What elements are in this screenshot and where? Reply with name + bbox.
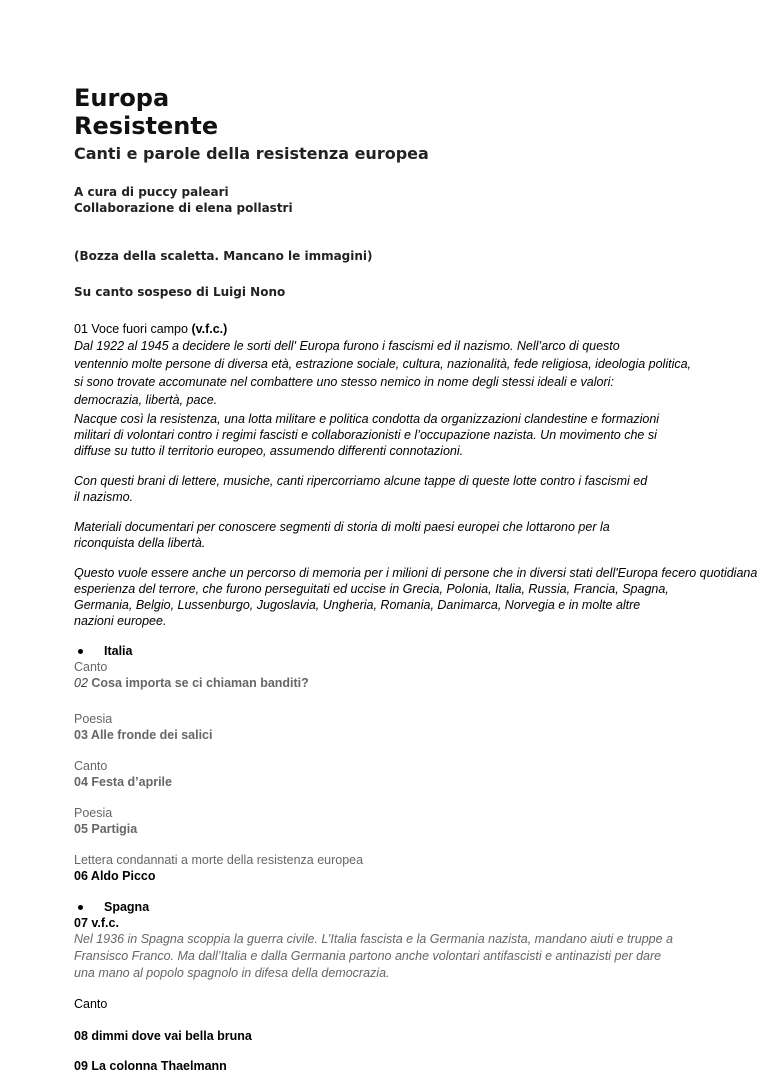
item-06-title: 06 Aldo Picco	[74, 869, 156, 883]
intro-p1-line3: si sono trovate accomunate nel combattere uno stesso nemico in nome degli stessi ideali e valori:	[74, 375, 614, 389]
document-page	[74, 84, 768, 1074]
item-07-text	[74, 931, 768, 982]
intro-p2-line2: militari di volontari contro i regimi fascisti e collaborazionisti e l’occupazione nazista. Un movimento che si	[74, 428, 657, 442]
section-italia-heading	[74, 643, 768, 659]
intro-p4-line2: riconquista della libertà.	[74, 536, 206, 550]
item-05-type: Poesia	[74, 806, 113, 820]
intro-p1-line4: democrazia, libertà, pace.	[74, 393, 218, 407]
intro-label	[74, 321, 768, 337]
item-03-title: 03 Alle fronde dei salici	[74, 728, 213, 742]
spagna-canto-label: Canto	[74, 997, 108, 1011]
intro-paragraph-3	[74, 473, 768, 505]
item-07-title: 07 v.f.c.	[74, 916, 119, 930]
document-title-line2: Resistente	[74, 112, 219, 140]
section-spagna-label: Spagna	[104, 900, 150, 914]
intro-label-prefix: 01 Voce fuori campo	[74, 322, 192, 336]
item-04-title: 04 Festa d’aprile	[74, 775, 172, 789]
intro-p2-line1: Nacque così la resistenza, una lotta militare e politica condotta da organizzazioni clandestine e formazioni	[74, 412, 660, 426]
section-spagna-heading	[74, 899, 768, 915]
item-02-title-text: Cosa importa se ci chiaman banditi?	[87, 676, 309, 690]
intro-p3-line2: il nazismo.	[74, 490, 134, 504]
item-02-number: 02	[74, 676, 88, 690]
opening-note: Su canto sospeso di Luigi Nono	[74, 285, 286, 299]
intro-p5-line1: Questo vuole essere anche un percorso di memoria per i milioni di persone che in diversi stati dell'Europa fecero quotidiana	[74, 566, 758, 580]
intro-p4-line1: Materiali documentari per conoscere segmenti di storia di molti paesi europei che lottarono per la	[74, 520, 610, 534]
credits-collaboration: Collaborazione di elena pollastri	[74, 201, 293, 215]
section-italia-label: Italia	[104, 644, 133, 658]
item-08-title: 08 dimmi dove vai bella bruna	[74, 1029, 252, 1043]
intro-p5-line2: esperienza del terrore, che furono perseguitati ed uccise in Grecia, Polonia, Italia, Russia, Francia, Spagna,	[74, 582, 669, 596]
intro-paragraph-2	[74, 411, 768, 459]
intro-p2-line3: diffuse su tutto il territorio europeo, assumendo differenti connotazioni.	[74, 444, 464, 458]
item-09-title: 09 La colonna Thaelmann	[74, 1059, 227, 1073]
intro-paragraph-5	[74, 565, 768, 629]
item-05-title: 05 Partigia	[74, 822, 138, 836]
intro-paragraph-1	[74, 337, 768, 409]
item-07-line1: Nel 1936 in Spagna scoppia la guerra civile. L’Italia fascista e la Germania nazista, mandano aiuti e truppe a	[74, 932, 673, 946]
credits-curator: A cura di puccy paleari	[74, 185, 229, 199]
intro-label-vfc: (v.f.c.)	[191, 322, 228, 336]
draft-note: (Bozza della scaletta. Mancano le immagini)	[74, 249, 373, 263]
intro-p1-line2: ventennio molte persone di diversa età, estrazione sociale, cultura, nazionalità, fede religiosa, ideologia politica,	[74, 357, 692, 371]
intro-p3-line1: Con questi brani di lettere, musiche, canti ripercorriamo alcune tappe di queste lotte contro i fascismi ed	[74, 474, 648, 488]
item-07-line3: una mano al popolo spagnolo in difesa della democrazia.	[74, 966, 390, 980]
item-06-type: Lettera condannati a morte della resistenza europea	[74, 853, 364, 867]
intro-paragraph-4	[74, 519, 768, 551]
item-02-type: Canto	[74, 660, 108, 674]
intro-p1-line1: Dal 1922 al 1945 a decidere le sorti dell' Europa furono i fascismi ed il nazismo. Nell’arco di questo	[74, 339, 620, 353]
item-02-title	[74, 675, 768, 691]
item-03-type: Poesia	[74, 712, 113, 726]
document-title-line1: Europa	[74, 84, 170, 112]
item-04-type: Canto	[74, 759, 108, 773]
intro-p5-line4: nazioni europee.	[74, 614, 167, 628]
document-subtitle: Canti e parole della resistenza europea	[74, 144, 429, 163]
item-07-line2: Fransisco Franco. Ma dall’Italia e dalla Germania partono anche volontari antifascisti e antinazisti per dare	[74, 949, 662, 963]
bullet-icon	[78, 649, 83, 654]
bullet-icon	[78, 905, 83, 910]
intro-p5-line3: Germania, Belgio, Lussenburgo, Jugoslavia, Ungheria, Romania, Danimarca, Norvegia e in molte altre	[74, 598, 641, 612]
